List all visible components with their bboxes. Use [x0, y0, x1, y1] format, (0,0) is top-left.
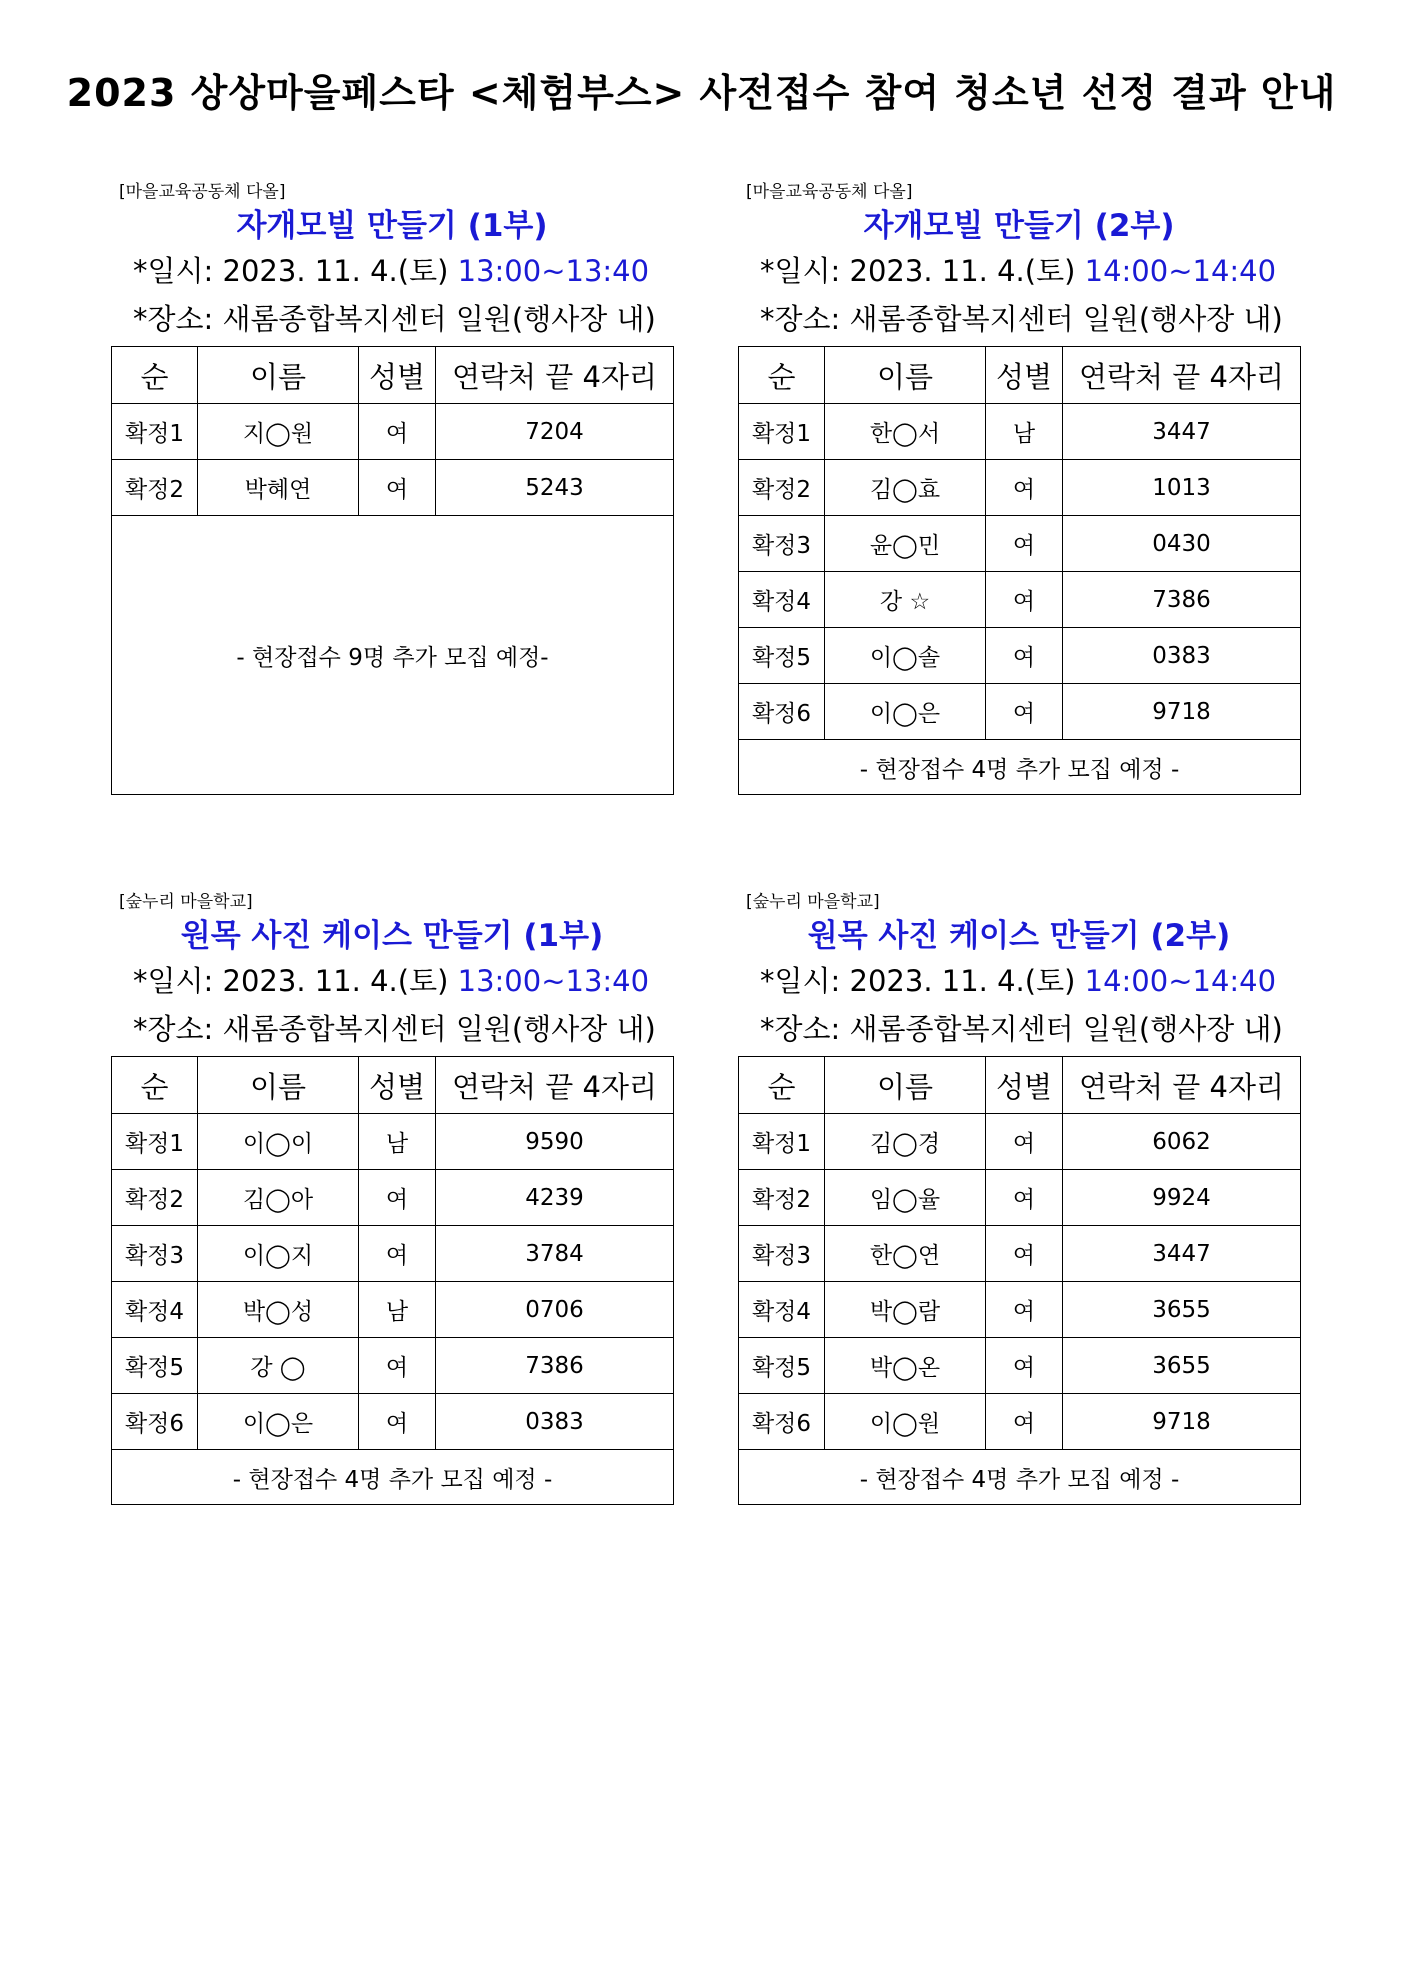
cell-gender: 여 — [986, 628, 1063, 684]
cell-order: 확정2 — [739, 460, 825, 516]
cell-phone: 9718 — [1063, 684, 1301, 740]
header-name: 이름 — [198, 347, 359, 404]
cell-gender: 여 — [986, 1226, 1063, 1282]
cell-name: 이◯솔 — [825, 628, 986, 684]
recruit-note: - 현장접수 9명 추가 모집 예정- — [112, 516, 674, 795]
cell-order: 확정1 — [739, 1114, 825, 1170]
roster-table — [111, 346, 674, 795]
place-line: *장소: 새롬종합복지센터 일원(행사장 내) — [133, 1012, 656, 1046]
date-line — [738, 956, 1300, 1006]
cell-phone: 3655 — [1063, 1338, 1301, 1394]
cell-order: 확정1 — [112, 404, 198, 460]
note-row — [739, 740, 1301, 795]
cell-gender: 여 — [986, 684, 1063, 740]
cell-name: 한◯연 — [825, 1226, 986, 1282]
cell-phone: 0430 — [1063, 516, 1301, 572]
cell-name: 박◯람 — [825, 1282, 986, 1338]
cell-phone: 9924 — [1063, 1170, 1301, 1226]
cell-gender: 남 — [986, 404, 1063, 460]
organizer-label: [숲누리 마을학교] — [746, 892, 880, 912]
table-row — [112, 1282, 674, 1338]
cell-order: 확정2 — [112, 460, 198, 516]
cell-gender: 여 — [986, 1338, 1063, 1394]
cell-phone: 3784 — [436, 1226, 674, 1282]
header-order: 순 — [112, 347, 198, 404]
cell-gender: 여 — [359, 1394, 436, 1450]
section-heading: 원목 사진 케이스 만들기 (1부) — [180, 918, 604, 954]
time-text: 14:00~14:40 — [1084, 964, 1277, 998]
cell-gender: 여 — [986, 1114, 1063, 1170]
cell-phone: 3655 — [1063, 1282, 1301, 1338]
table-row — [739, 460, 1301, 516]
cell-name: 박◯성 — [198, 1282, 359, 1338]
place-line: *장소: 새롬종합복지센터 일원(행사장 내) — [760, 302, 1283, 336]
roster-table — [111, 1056, 674, 1505]
section-heading: 자개모빌 만들기 (1부) — [236, 208, 548, 244]
cell-phone: 5243 — [436, 460, 674, 516]
cell-gender: 여 — [986, 1394, 1063, 1450]
note-row — [112, 516, 674, 795]
header-gender: 성별 — [986, 347, 1063, 404]
cell-gender: 여 — [359, 460, 436, 516]
cell-name: 이◯이 — [198, 1114, 359, 1170]
cell-order: 확정1 — [112, 1114, 198, 1170]
time-text: 13:00~13:40 — [457, 964, 650, 998]
header-phone: 연락처 끝 4자리 — [1063, 347, 1301, 404]
cell-name: 강 ◯ — [198, 1338, 359, 1394]
cell-gender: 남 — [359, 1114, 436, 1170]
cell-phone: 0383 — [1063, 628, 1301, 684]
table-header-row — [112, 347, 674, 404]
table-row — [739, 516, 1301, 572]
header-phone: 연락처 끝 4자리 — [436, 1057, 674, 1114]
recruit-note: - 현장접수 4명 추가 모집 예정 - — [739, 1450, 1301, 1505]
cell-order: 확정5 — [739, 1338, 825, 1394]
table-row — [112, 1394, 674, 1450]
header-name: 이름 — [825, 347, 986, 404]
cell-order: 확정2 — [739, 1170, 825, 1226]
cell-name: 이◯지 — [198, 1226, 359, 1282]
header-order: 순 — [739, 1057, 825, 1114]
table-row — [739, 404, 1301, 460]
cell-order: 확정3 — [112, 1226, 198, 1282]
cell-gender: 여 — [359, 1338, 436, 1394]
cell-order: 확정2 — [112, 1170, 198, 1226]
cell-order: 확정4 — [112, 1282, 198, 1338]
header-name: 이름 — [825, 1057, 986, 1114]
table-header-row — [112, 1057, 674, 1114]
cell-name: 김◯경 — [825, 1114, 986, 1170]
date-text: *일시: 2023. 11. 4.(토) — [760, 254, 1085, 288]
cell-gender: 여 — [986, 516, 1063, 572]
cell-name: 한◯서 — [825, 404, 986, 460]
header-gender: 성별 — [986, 1057, 1063, 1114]
cell-phone: 0706 — [436, 1282, 674, 1338]
table-row — [112, 1170, 674, 1226]
table-row — [112, 1114, 674, 1170]
table-row — [739, 1226, 1301, 1282]
cell-order: 확정6 — [739, 1394, 825, 1450]
table-row — [739, 572, 1301, 628]
date-text: *일시: 2023. 11. 4.(토) — [133, 254, 458, 288]
cell-phone: 1013 — [1063, 460, 1301, 516]
table-row — [112, 1226, 674, 1282]
header-order: 순 — [112, 1057, 198, 1114]
date-line — [111, 956, 673, 1006]
header-name: 이름 — [198, 1057, 359, 1114]
table-row — [112, 460, 674, 516]
organizer-label: [마을교육공동체 다올] — [746, 182, 913, 202]
cell-phone: 7386 — [436, 1338, 674, 1394]
cell-phone: 7204 — [436, 404, 674, 460]
cell-name: 강 ☆ — [825, 572, 986, 628]
table-row — [739, 1338, 1301, 1394]
time-text: 13:00~13:40 — [457, 254, 650, 288]
cell-gender: 여 — [986, 1282, 1063, 1338]
cell-gender: 남 — [359, 1282, 436, 1338]
cell-name: 박혜연 — [198, 460, 359, 516]
organizer-label: [숲누리 마을학교] — [119, 892, 253, 912]
cell-phone: 9718 — [1063, 1394, 1301, 1450]
cell-name: 이◯원 — [825, 1394, 986, 1450]
table-row — [739, 1394, 1301, 1450]
section-frame-part1 — [111, 890, 673, 1505]
cell-gender: 여 — [359, 404, 436, 460]
page-title: 2023 상상마을페스타 <체험부스> 사전접수 참여 청소년 선정 결과 안내 — [66, 71, 1337, 115]
header-phone: 연락처 끝 4자리 — [1063, 1057, 1301, 1114]
table-row — [112, 1338, 674, 1394]
cell-name: 박◯온 — [825, 1338, 986, 1394]
cell-phone: 0383 — [436, 1394, 674, 1450]
cell-name: 지◯원 — [198, 404, 359, 460]
place-line: *장소: 새롬종합복지센터 일원(행사장 내) — [133, 302, 656, 336]
place-line: *장소: 새롬종합복지센터 일원(행사장 내) — [760, 1012, 1283, 1046]
cell-order: 확정6 — [112, 1394, 198, 1450]
table-header-row — [739, 347, 1301, 404]
table-header-row — [739, 1057, 1301, 1114]
cell-name: 윤◯민 — [825, 516, 986, 572]
cell-order: 확정3 — [739, 1226, 825, 1282]
cell-gender: 여 — [986, 1170, 1063, 1226]
cell-name: 이◯은 — [198, 1394, 359, 1450]
section-mobile-part2 — [738, 180, 1300, 795]
cell-gender: 여 — [359, 1170, 436, 1226]
time-text: 14:00~14:40 — [1084, 254, 1277, 288]
header-order: 순 — [739, 347, 825, 404]
cell-name: 김◯효 — [825, 460, 986, 516]
cell-gender: 여 — [986, 572, 1063, 628]
cell-name: 김◯아 — [198, 1170, 359, 1226]
section-mobile-part1 — [111, 180, 673, 795]
date-line — [111, 246, 673, 296]
cell-phone: 7386 — [1063, 572, 1301, 628]
note-row — [112, 1450, 674, 1505]
date-text: *일시: 2023. 11. 4.(토) — [133, 964, 458, 998]
header-phone: 연락처 끝 4자리 — [436, 347, 674, 404]
cell-phone: 6062 — [1063, 1114, 1301, 1170]
recruit-note: - 현장접수 4명 추가 모집 예정 - — [739, 740, 1301, 795]
table-row — [739, 628, 1301, 684]
date-text: *일시: 2023. 11. 4.(토) — [760, 964, 1085, 998]
cell-order: 확정1 — [739, 404, 825, 460]
roster-table — [738, 346, 1301, 795]
cell-phone: 3447 — [1063, 1226, 1301, 1282]
cell-gender: 여 — [986, 460, 1063, 516]
cell-order: 확정3 — [739, 516, 825, 572]
table-row — [739, 1114, 1301, 1170]
cell-gender: 여 — [359, 1226, 436, 1282]
cell-phone: 4239 — [436, 1170, 674, 1226]
table-row — [739, 684, 1301, 740]
cell-name: 이◯은 — [825, 684, 986, 740]
cell-order: 확정4 — [739, 1282, 825, 1338]
cell-order: 확정4 — [739, 572, 825, 628]
roster-table — [738, 1056, 1301, 1505]
recruit-note: - 현장접수 4명 추가 모집 예정 - — [112, 1450, 674, 1505]
table-row — [112, 404, 674, 460]
table-row — [739, 1170, 1301, 1226]
header-gender: 성별 — [359, 1057, 436, 1114]
table-row — [739, 1282, 1301, 1338]
date-line — [738, 246, 1300, 296]
cell-order: 확정5 — [739, 628, 825, 684]
cell-order: 확정5 — [112, 1338, 198, 1394]
header-gender: 성별 — [359, 347, 436, 404]
section-frame-part2 — [738, 890, 1300, 1505]
section-heading: 자개모빌 만들기 (2부) — [863, 208, 1175, 244]
cell-name: 임◯율 — [825, 1170, 986, 1226]
cell-phone: 9590 — [436, 1114, 674, 1170]
section-heading: 원목 사진 케이스 만들기 (2부) — [807, 918, 1231, 954]
cell-phone: 3447 — [1063, 404, 1301, 460]
organizer-label: [마을교육공동체 다올] — [119, 182, 286, 202]
cell-order: 확정6 — [739, 684, 825, 740]
note-row — [739, 1450, 1301, 1505]
